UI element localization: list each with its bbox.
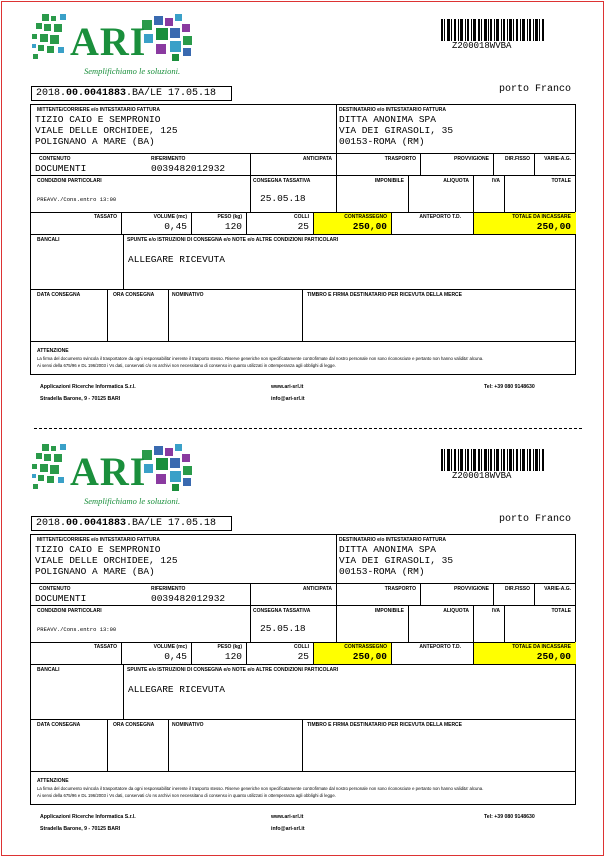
note-line2: Ai sensi della 675/96 e DL 196/2003 i Vs dati, conservati c/o ns archivi non necessitano di consenso in quanto utilizzati in ottemperanza agli obblighi di legge.: [37, 793, 336, 798]
data-consegna-label: DATA CONSEGNA: [37, 292, 81, 298]
shipment-number: 2018.00.0041883.BA/LE 17.05.18: [31, 86, 232, 101]
condizioni-value: PREAVV./Cons.entro 13:00: [37, 196, 117, 203]
totale-label: TOTALE: [551, 178, 571, 184]
riferimento-value: 0039482012932: [151, 593, 226, 604]
barcode-code: Z200018WVBA: [452, 471, 512, 481]
contrassegno-label: CONTRASSEGNO: [344, 214, 387, 220]
waybill-copy-2: [0, 430, 607, 850]
totale-incassare-value: 250,00: [536, 221, 571, 232]
waybill-form: [30, 534, 576, 805]
recipient-label: DESTINATARIO e/o INTESTATARIO FATTURA: [339, 107, 446, 113]
bancali-label: BANCALI: [37, 237, 60, 243]
anticipata-label: ANTICIPATA: [302, 156, 332, 162]
consegna-tassativa-value: 25.05.18: [260, 193, 306, 204]
ora-consegna-label: ORA CONSEGNA: [113, 292, 155, 298]
volume-value: 0,45: [164, 651, 187, 662]
footer-web[interactable]: www.ari-srl.it: [271, 384, 304, 390]
barcode: [441, 449, 545, 471]
varie-label: VARIE-A.G.: [544, 156, 571, 162]
imponibile-label: IMPONIBILE: [374, 608, 404, 614]
trasporto-label: TRASPORTO: [384, 586, 416, 592]
barcode: [441, 19, 545, 41]
cut-line: [34, 428, 582, 429]
aliquota-label: ALIQUOTA: [443, 608, 469, 614]
sender-line2: VIALE DELLE ORCHIDEE, 125: [35, 555, 178, 566]
anticipata-label: ANTICIPATA: [302, 586, 332, 592]
provvigione-label: PROVVIGIONE: [453, 586, 489, 592]
totale-label: TOTALE: [551, 608, 571, 614]
contenuto-value: DOCUMENTI: [35, 163, 87, 174]
iva-label: IVA: [492, 608, 500, 614]
footer-company: Applicazioni Ricerche Informatica S.r.l.: [40, 384, 136, 390]
condizioni-value: PREAVV./Cons.entro 13:00: [37, 626, 117, 633]
colli-label: COLLI: [294, 644, 309, 650]
aliquota-label: ALIQUOTA: [443, 178, 469, 184]
riferimento-value: 0039482012932: [151, 163, 226, 174]
note-line1: La firma del documento svincola il trasportatore da ogni responsabilita' inerente il trasporto stesso. Riserve generiche non specificatamente controfirmate dal nostro personale non sono riconosciute e pertanto non hanno validita' alcuna.: [37, 786, 484, 791]
volume-label: VOLUME (mc): [153, 214, 187, 220]
footer-email[interactable]: info@ari-srl.it: [271, 396, 305, 402]
logo-text: ARI: [70, 19, 147, 64]
timbro-label: TIMBRO E FIRMA DESTINATARIO PER RICEVUTA DELLA MERCE: [307, 292, 462, 298]
sender-label: MITTENTE/CORRIERE e/o INTESTATARIO FATTURA: [37, 107, 160, 113]
anteporto-label: ANTEPORTO T.D.: [419, 644, 461, 650]
recipient-line1: DITTA ANONIMA SPA: [339, 544, 436, 555]
consegna-tassativa-label: CONSEGNA TASSATIVA: [253, 178, 311, 184]
footer-email[interactable]: info@ari-srl.it: [271, 826, 305, 832]
attenzione-label: ATTENZIONE: [37, 348, 69, 354]
data-consegna-label: DATA CONSEGNA: [37, 722, 81, 728]
istruzioni-value: ALLEGARE RICEVUTA: [128, 684, 225, 695]
footer-address: Stradella Barone, 9 - 70125 BARI: [40, 826, 121, 832]
contrassegno-value: 250,00: [352, 651, 387, 662]
sender-line3: POLIGNANO A MARE (BA): [35, 566, 155, 577]
iva-label: IVA: [492, 178, 500, 184]
colli-value: 25: [297, 651, 309, 662]
sender-label: MITTENTE/CORRIERE e/o INTESTATARIO FATTURA: [37, 537, 160, 543]
logo-text: ARI: [70, 449, 147, 494]
condizioni-label: CONDIZIONI PARTICOLARI: [37, 608, 102, 614]
barcode-icon: [441, 19, 545, 41]
footer-tel: Tel: +39 080 9148630: [484, 384, 535, 390]
peso-value: 120: [224, 221, 242, 232]
istruzioni-value: ALLEGARE RICEVUTA: [128, 254, 225, 265]
logo-tagline: Semplifichiamo le soluzioni.: [84, 66, 181, 76]
imponibile-label: IMPONIBILE: [374, 178, 404, 184]
peso-label: PESO (kg): [217, 214, 242, 220]
ora-consegna-label: ORA CONSEGNA: [113, 722, 155, 728]
totale-incassare-label: TOTALE DA INCASSARE: [512, 644, 571, 650]
nominativo-label: NOMINATIVO: [172, 292, 204, 298]
consegna-tassativa-label: CONSEGNA TASSATIVA: [253, 608, 311, 614]
contenuto-label: CONTENUTO: [39, 156, 71, 162]
contrassegno-label: CONTRASSEGNO: [344, 644, 387, 650]
sender-line1: TIZIO CAIO E SEMPRONIO: [35, 114, 161, 125]
bancali-label: BANCALI: [37, 667, 60, 673]
recipient-line2: VIA DEI GIRASOLI, 35: [339, 555, 454, 566]
totale-incassare-value: 250,00: [536, 651, 571, 662]
condizioni-label: CONDIZIONI PARTICOLARI: [37, 178, 102, 184]
volume-value: 0,45: [164, 221, 187, 232]
sender-line1: TIZIO CAIO E SEMPRONIO: [35, 544, 161, 555]
tassato-label: TASSATO: [93, 644, 117, 650]
contrassegno-value: 250,00: [352, 221, 387, 232]
tassato-label: TASSATO: [93, 214, 117, 220]
footer-web[interactable]: www.ari-srl.it: [271, 814, 304, 820]
waybill-copy-1: [0, 0, 607, 420]
dir-fisso-label: DIR.FISSO: [504, 586, 530, 592]
varie-label: VARIE-A.G.: [544, 586, 571, 592]
recipient-label: DESTINATARIO e/o INTESTATARIO FATTURA: [339, 537, 446, 543]
shipment-number: 2018.00.0041883.BA/LE 17.05.18: [31, 516, 232, 531]
volume-label: VOLUME (mc): [153, 644, 187, 650]
timbro-label: TIMBRO E FIRMA DESTINATARIO PER RICEVUTA DELLA MERCE: [307, 722, 462, 728]
attenzione-label: ATTENZIONE: [37, 778, 69, 784]
consegna-tassativa-value: 25.05.18: [260, 623, 306, 634]
trasporto-label: TRASPORTO: [384, 156, 416, 162]
footer-company: Applicazioni Ricerche Informatica S.r.l.: [40, 814, 136, 820]
colli-value: 25: [297, 221, 309, 232]
anteporto-label: ANTEPORTO T.D.: [419, 214, 461, 220]
porto-type: porto Franco: [499, 84, 572, 95]
company-logo: [32, 14, 197, 80]
recipient-line3: 00153-ROMA (RM): [339, 136, 425, 147]
contenuto-label: CONTENUTO: [39, 586, 71, 592]
waybill-form: [30, 104, 576, 375]
note-line2: Ai sensi della 675/96 e DL 196/2003 i Vs dati, conservati c/o ns archivi non necessitano di consenso in quanto utilizzati in ottemperanza agli obblighi di legge.: [37, 363, 336, 368]
company-logo: [32, 444, 197, 510]
logo-tagline: Semplifichiamo le soluzioni.: [84, 496, 181, 506]
recipient-line1: DITTA ANONIMA SPA: [339, 114, 436, 125]
footer-tel: Tel: +39 080 9148630: [484, 814, 535, 820]
barcode-code: Z200018WVBA: [452, 41, 512, 51]
contenuto-value: DOCUMENTI: [35, 593, 87, 604]
barcode-icon: [441, 449, 545, 471]
recipient-line3: 00153-ROMA (RM): [339, 566, 425, 577]
peso-label: PESO (kg): [217, 644, 242, 650]
note-line1: La firma del documento svincola il trasportatore da ogni responsabilita' inerente il trasporto stesso. Riserve generiche non specificatamente controfirmate dal nostro personale non sono riconosciute e pertanto non hanno validita' alcuna.: [37, 356, 484, 361]
footer-address: Stradella Barone, 9 - 70125 BARI: [40, 396, 121, 402]
riferimento-label: RIFERIMENTO: [151, 586, 186, 592]
porto-type: porto Franco: [499, 514, 572, 525]
provvigione-label: PROVVIGIONE: [453, 156, 489, 162]
dir-fisso-label: DIR.FISSO: [504, 156, 530, 162]
riferimento-label: RIFERIMENTO: [151, 156, 186, 162]
recipient-line2: VIA DEI GIRASOLI, 35: [339, 125, 454, 136]
sender-line3: POLIGNANO A MARE (BA): [35, 136, 155, 147]
sender-line2: VIALE DELLE ORCHIDEE, 125: [35, 125, 178, 136]
totale-incassare-label: TOTALE DA INCASSARE: [512, 214, 571, 220]
colli-label: COLLI: [294, 214, 309, 220]
nominativo-label: NOMINATIVO: [172, 722, 204, 728]
peso-value: 120: [224, 651, 242, 662]
spunte-label: SPUNTE e/o ISTRUZIONI DI CONSEGNA e/o NOTE e/o ALTRE CONDIZIONI PARTICOLARI: [127, 237, 339, 243]
spunte-label: SPUNTE e/o ISTRUZIONI DI CONSEGNA e/o NOTE e/o ALTRE CONDIZIONI PARTICOLARI: [127, 667, 339, 673]
